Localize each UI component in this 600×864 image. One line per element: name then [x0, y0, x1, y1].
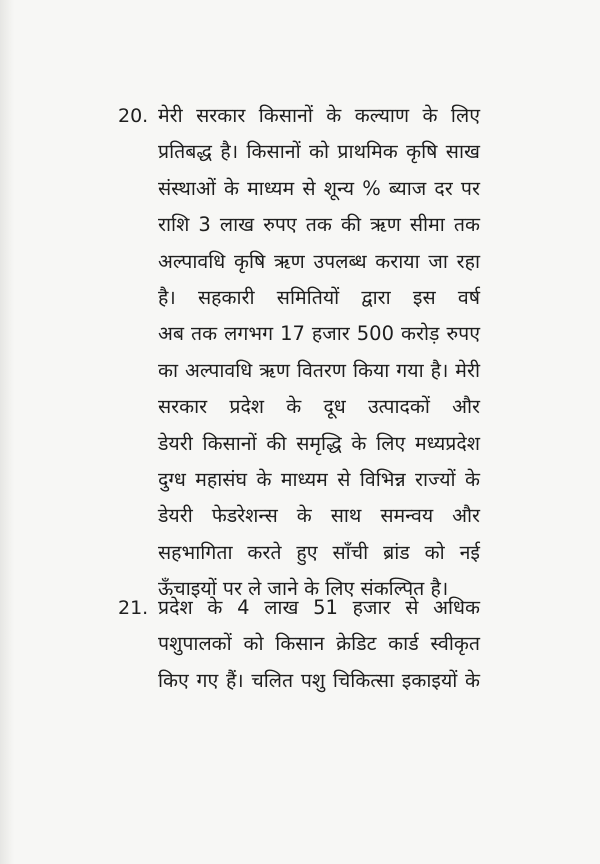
paragraph-body	[158, 590, 480, 699]
text-line: का अल्पावधि ऋण वितरण किया गया है। मेरी	[158, 358, 480, 382]
text-line: है। सहकारी समितियों द्वारा इस वर्ष	[158, 285, 480, 309]
paragraph-body	[158, 98, 480, 607]
text-line: संस्थाओं के माध्यम से शून्य % ब्याज दर पर	[158, 176, 480, 200]
text-line: मेरी सरकार किसानों के कल्याण के लिए	[158, 104, 480, 127]
text-line: प्रदेश के 4 लाख 51 हजार से अधिक	[158, 596, 480, 619]
text-line: पशुपालकों को किसान क्रेडिट कार्ड स्वीकृत	[158, 632, 480, 656]
paragraph-number: 20.	[118, 105, 149, 127]
text-line: ऊँचाइयों पर ले जाने के लिए संकल्पित है।	[158, 577, 449, 601]
text-line: सरकार प्रदेश के दूध उत्पादकों और	[158, 395, 480, 419]
text-line: अब तक लगभग 17 हजार 500 करोड़ रुपए	[158, 322, 480, 346]
text-line: डेयरी किसानों की समृद्धि के लिए मध्यप्रदेश	[158, 431, 480, 455]
text-line: राशि 3 लाख रुपए तक की ऋण सीमा तक	[158, 213, 480, 237]
text-line: किए गए हैं। चलित पशु चिकित्सा इकाइयों के	[158, 668, 480, 692]
text-line: दुग्ध महासंघ के माध्यम से विभिन्न राज्यों के	[158, 467, 480, 491]
text-line: सहभागिता करते हुए साँची ब्रांड को नई	[158, 540, 480, 564]
paragraph-number: 21.	[118, 597, 149, 619]
text-line: प्रतिबद्ध है। किसानों को प्राथमिक कृषि साख	[158, 140, 480, 164]
scan-shadow-edge	[0, 0, 14, 864]
text-line: अल्पावधि कृषि ऋण उपलब्ध कराया जा रहा	[158, 249, 480, 273]
text-line: डेयरी फेडरेशन्स के साथ समन्वय और	[158, 504, 480, 528]
